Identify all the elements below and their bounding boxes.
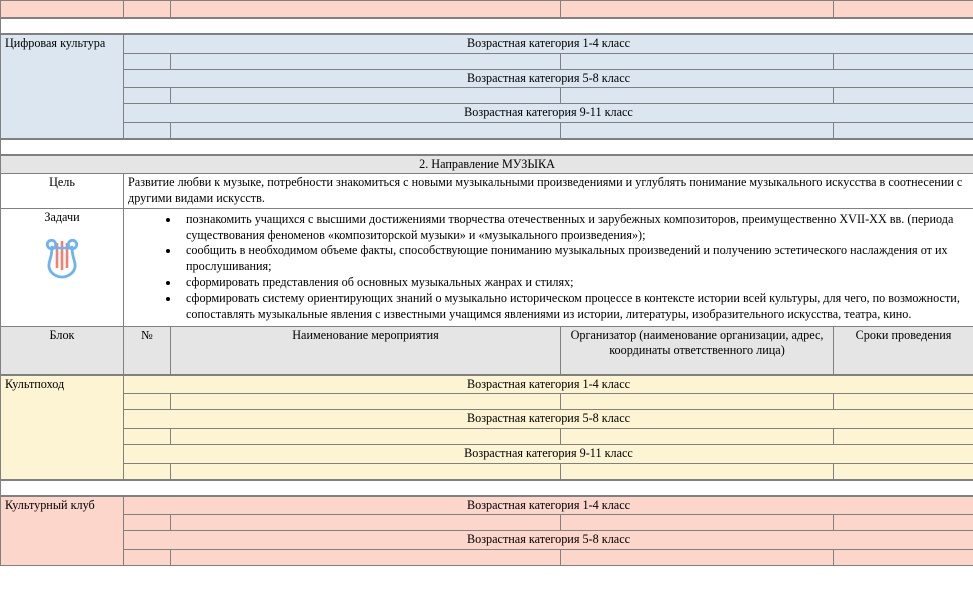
- table-row: [1, 104, 973, 123]
- cell-dates[interactable]: [834, 515, 973, 531]
- table-row: [1, 174, 973, 208]
- age-band-9-11: Возрастная категория 9-11 класс: [124, 104, 973, 123]
- section-title-music: 2. Направление МУЗЫКА: [1, 155, 973, 174]
- cell-name: [171, 1, 561, 18]
- table-row: [1, 208, 973, 326]
- table-row: [1, 69, 973, 88]
- tasks-label: Задачи: [44, 209, 80, 224]
- cell-name[interactable]: [171, 88, 561, 104]
- age-band-1-4: Возрастная категория 1-4 класс: [124, 375, 973, 394]
- cell-num[interactable]: [124, 394, 171, 410]
- spacer-row: [1, 19, 973, 34]
- cell-dates: [834, 1, 973, 18]
- spacer-table-2: [0, 139, 973, 155]
- cell-num[interactable]: [124, 53, 171, 69]
- cell-dates[interactable]: [834, 88, 973, 104]
- spacer-cell: [1, 480, 973, 495]
- cell-dates[interactable]: [834, 53, 973, 69]
- cell-organizer: [561, 1, 834, 18]
- age-band-5-8: Возрастная категория 5-8 класс: [124, 531, 973, 550]
- cell-num[interactable]: [124, 428, 171, 444]
- goal-label: Цель: [1, 174, 124, 208]
- music-section-table: [0, 155, 973, 375]
- table-row: [1, 531, 973, 550]
- cell-name[interactable]: [171, 428, 561, 444]
- cell-name[interactable]: [171, 394, 561, 410]
- spacer-row: [1, 139, 973, 154]
- cell-block: [1, 1, 124, 18]
- cell-num[interactable]: [124, 515, 171, 531]
- cell-name[interactable]: [171, 463, 561, 479]
- table-row: [1, 122, 973, 138]
- cell-dates[interactable]: [834, 428, 973, 444]
- cell-name[interactable]: [171, 515, 561, 531]
- table-row: [1, 515, 973, 531]
- kultpohod-table: [0, 375, 973, 480]
- cell-num[interactable]: [124, 463, 171, 479]
- goal-text: Развитие любви к музыке, потребности знакомиться с новыми музыкальными произведениями и углублять понимание музыкального искусства в соотнесении с другими видами искусств.: [124, 174, 973, 208]
- top-partial-table: [0, 0, 973, 18]
- block-label-digital-culture: Цифровая культура: [1, 35, 124, 139]
- tasks-list-cell: [124, 208, 973, 326]
- age-band-1-4: Возрастная категория 1-4 класс: [124, 35, 973, 54]
- cell-organizer[interactable]: [561, 463, 834, 479]
- table-row: [1, 463, 973, 479]
- list-item: • познакомить учащихся с высшими достижениями творчества отечественных и зарубежных композиторов, преимущественно XVII-XX вв. (периода существования феноменов «композиторской музыки» и «музыкального произведения»);: [180, 212, 969, 244]
- cell-name[interactable]: [171, 122, 561, 138]
- list-item: • сообщить в необходимом объеме факты, способствующие пониманию музыкальных произведений и получению эстетического наслаждения от их прослушивания;: [180, 243, 969, 275]
- table-row: [1, 444, 973, 463]
- cell-organizer[interactable]: [561, 88, 834, 104]
- cell-dates[interactable]: [834, 122, 973, 138]
- age-band-1-4: Возрастная категория 1-4 класс: [124, 496, 973, 515]
- digital-culture-table: [0, 34, 973, 139]
- table-row: [1, 53, 973, 69]
- table-row: [1, 549, 973, 565]
- cell-organizer[interactable]: [561, 394, 834, 410]
- table-row: [1, 428, 973, 444]
- cell-organizer[interactable]: [561, 53, 834, 69]
- block-label-kultpohod: Культпоход: [1, 375, 124, 479]
- cell-dates[interactable]: [834, 394, 973, 410]
- table-header-row: [1, 326, 973, 374]
- list-item: • сформировать систему ориентирующих знаний о музыкально историческом процессе в контексте истории всей культуры, для чего, по возможности, сопоставлять музыкальные явления с известными учащимся явлениями из истории, литературы, изобразительного искусства, театра, кино.: [180, 291, 969, 323]
- tasks-label-cell: [1, 208, 124, 326]
- table-row: [1, 35, 973, 54]
- cell-dates[interactable]: [834, 463, 973, 479]
- spacer-table-3: [0, 480, 973, 496]
- cultural-club-table: [0, 496, 973, 566]
- cell-organizer[interactable]: [561, 122, 834, 138]
- age-band-5-8: Возрастная категория 5-8 класс: [124, 410, 973, 429]
- cell-name[interactable]: [171, 53, 561, 69]
- lyre-icon: [5, 235, 119, 286]
- table-row: [1, 394, 973, 410]
- cell-organizer[interactable]: [561, 549, 834, 565]
- cell-num: [124, 1, 171, 18]
- table-row: [1, 88, 973, 104]
- colheader-block: Блок: [1, 326, 124, 374]
- age-band-9-11: Возрастная категория 9-11 класс: [124, 444, 973, 463]
- spacer-cell: [1, 139, 973, 154]
- table-row: [1, 496, 973, 515]
- colheader-dates: Сроки проведения: [834, 326, 973, 374]
- cell-num[interactable]: [124, 549, 171, 565]
- cell-dates[interactable]: [834, 549, 973, 565]
- cell-num[interactable]: [124, 88, 171, 104]
- spacer-cell: [1, 19, 973, 34]
- cell-name[interactable]: [171, 549, 561, 565]
- cell-organizer[interactable]: [561, 428, 834, 444]
- spacer-table-1: [0, 18, 973, 34]
- colheader-organizer: Организатор (наименование организации, адрес, координаты ответственного лица): [561, 326, 834, 374]
- age-band-5-8: Возрастная категория 5-8 класс: [124, 69, 973, 88]
- colheader-name: Наименование мероприятия: [171, 326, 561, 374]
- table-row: [1, 155, 973, 174]
- list-item: • сформировать представления об основных музыкальных жанрах и стилях;: [180, 275, 969, 291]
- tasks-list: [128, 212, 969, 323]
- table-row: [1, 410, 973, 429]
- cell-organizer[interactable]: [561, 515, 834, 531]
- table-row: [1, 375, 973, 394]
- block-label-cultural-club: Культурный клуб: [1, 496, 124, 565]
- spacer-row: [1, 480, 973, 495]
- cell-num[interactable]: [124, 122, 171, 138]
- table-row: [1, 1, 973, 18]
- colheader-num: №: [124, 326, 171, 374]
